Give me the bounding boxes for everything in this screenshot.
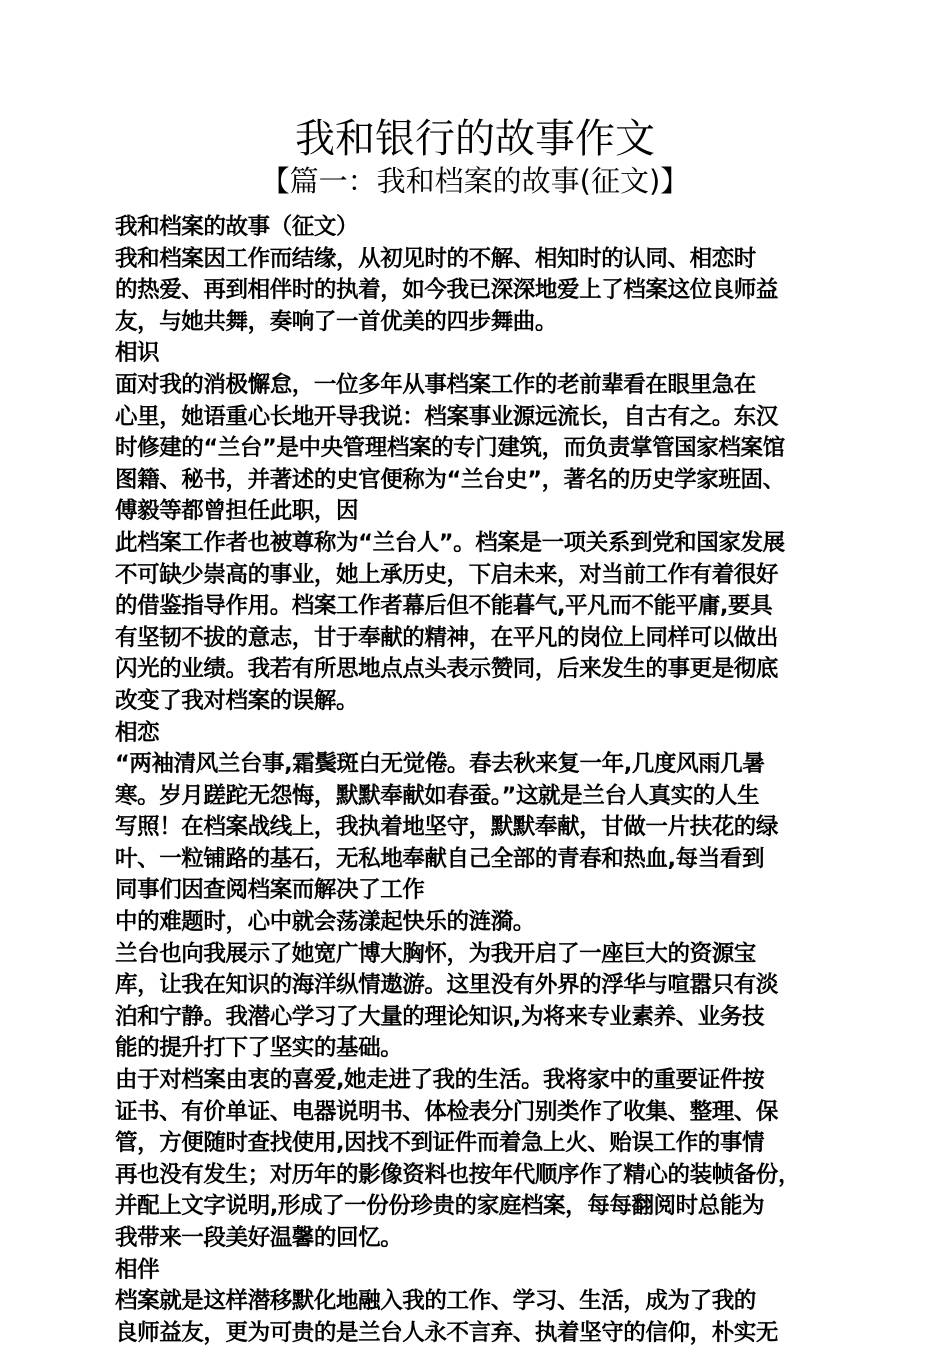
section-heading: 我和档案的故事（征文） (115, 214, 359, 240)
text-line: 管，方便随时查找使用,因找不到证件而着急上火、贻误工作的事情 (115, 1130, 765, 1157)
text-line: 由于对档案由衷的喜爱,她走进了我的生活。我将家中的重要证件按 (115, 1067, 765, 1094)
text-line: 不可缺少崇高的事业，她上承历史，下启未来，对当前工作有着很好 (115, 561, 779, 588)
text-line: 能的提升打下了坚实的基础。 (115, 1035, 403, 1062)
text-line: 此档案工作者也被尊称为“兰台人”。档案是一项关系到党和国家发展 (115, 529, 785, 556)
document-subtitle: 【篇一：我和档案的故事(征文)】 (260, 164, 690, 198)
text-line: 改变了我对档案的误解。 (115, 687, 359, 714)
text-line: 面对我的消极懈怠，一位多年从事档案工作的老前辈看在眼里急在 (115, 371, 756, 398)
text-line: 再也没有发生；对历年的影像资料也按年代顺序作了精心的装帧备份， (115, 1161, 801, 1188)
text-line: 友，与她共舞，奏响了一首优美的四步舞曲。 (115, 308, 558, 335)
text-line: 的热爱、再到相伴时的执着，如今我已深深地爱上了档案这位良师益 (115, 277, 779, 304)
document-title: 我和银行的故事作文 (295, 116, 655, 162)
text-line: 写照！在档案战线上，我执着地坚守，默默奉献，甘做一片扶花的绿 (115, 814, 779, 841)
text-line: 心里，她语重心长地开导我说：档案事业源远流长，自古有之。东汉 (115, 403, 779, 430)
text-line: 中的难题时，心中就会荡漾起快乐的涟漪。 (115, 909, 535, 936)
text-line: 的借鉴指导作用。档案工作者幕后但不能暮气,平凡而不能平庸,要具 (115, 593, 773, 620)
text-line: 闪光的业绩。我若有所思地点点头表示赞同，后来发生的事更是彻底 (115, 656, 779, 683)
text-line: 叶、一粒铺路的基石，无私地奉献自己全部的青春和热血,每当看到 (115, 845, 765, 872)
document-body (115, 212, 850, 1349)
text-line: 泊和宁静。我潜心学习了大量的理论知识,为将来专业素养、业务技 (115, 1003, 765, 1030)
section-heading: 相伴 (115, 1256, 160, 1283)
text-line: “两袖清风兰台事,霜鬓斑白无觉倦。春去秋来复一年,几度风雨几暑 (115, 751, 765, 778)
text-line: 档案就是这样潜移默化地融入我的工作、学习、生活，成为了我的 (115, 1288, 756, 1315)
text-line: 库，让我在知识的海洋纵情遨游。这里没有外界的浮华与喧嚣只有淡 (115, 972, 779, 999)
text-line: 兰台也向我展示了她宽广博大胸怀，为我开启了一座巨大的资源宝 (115, 940, 756, 967)
text-line: 时修建的“兰台”是中央管理档案的专门建筑，而负责掌管国家档案馆 (115, 435, 785, 462)
text-line: 良师益友，更为可贵的是兰台人永不言弃、执着坚守的信仰，朴实无 (115, 1319, 779, 1346)
text-line: 有坚韧不拔的意志，甘于奉献的精神，在平凡的岗位上同样可以做出 (115, 624, 779, 651)
text-line: 并配上文字说明,形成了一份份珍贵的家庭档案，每每翻阅时总能为 (115, 1193, 765, 1220)
section-heading: 相识 (115, 340, 160, 367)
text-line: 傅毅等都曾担任此职，因 (115, 498, 359, 525)
text-line: 同事们因查阅档案而解决了工作 (115, 877, 425, 904)
text-line: 我带来一段美好温馨的回忆。 (115, 1225, 403, 1251)
text-line: 我和档案因工作而结缘，从初见时的不解、相知时的认同、相恋时 (115, 245, 756, 272)
text-line: 寒。岁月蹉跎无怨悔，默默奉献如春蚕。”这就是兰台人真实的人生 (115, 782, 760, 809)
text-line: 证书、有价单证、电器说明书、体检表分门别类作了收集、整理、保 (115, 1098, 779, 1125)
section-heading: 相恋 (115, 719, 160, 746)
text-line: 图籍、秘书，并著述的史官便称为“兰台史”，著名的历史学家班固、 (115, 466, 785, 493)
